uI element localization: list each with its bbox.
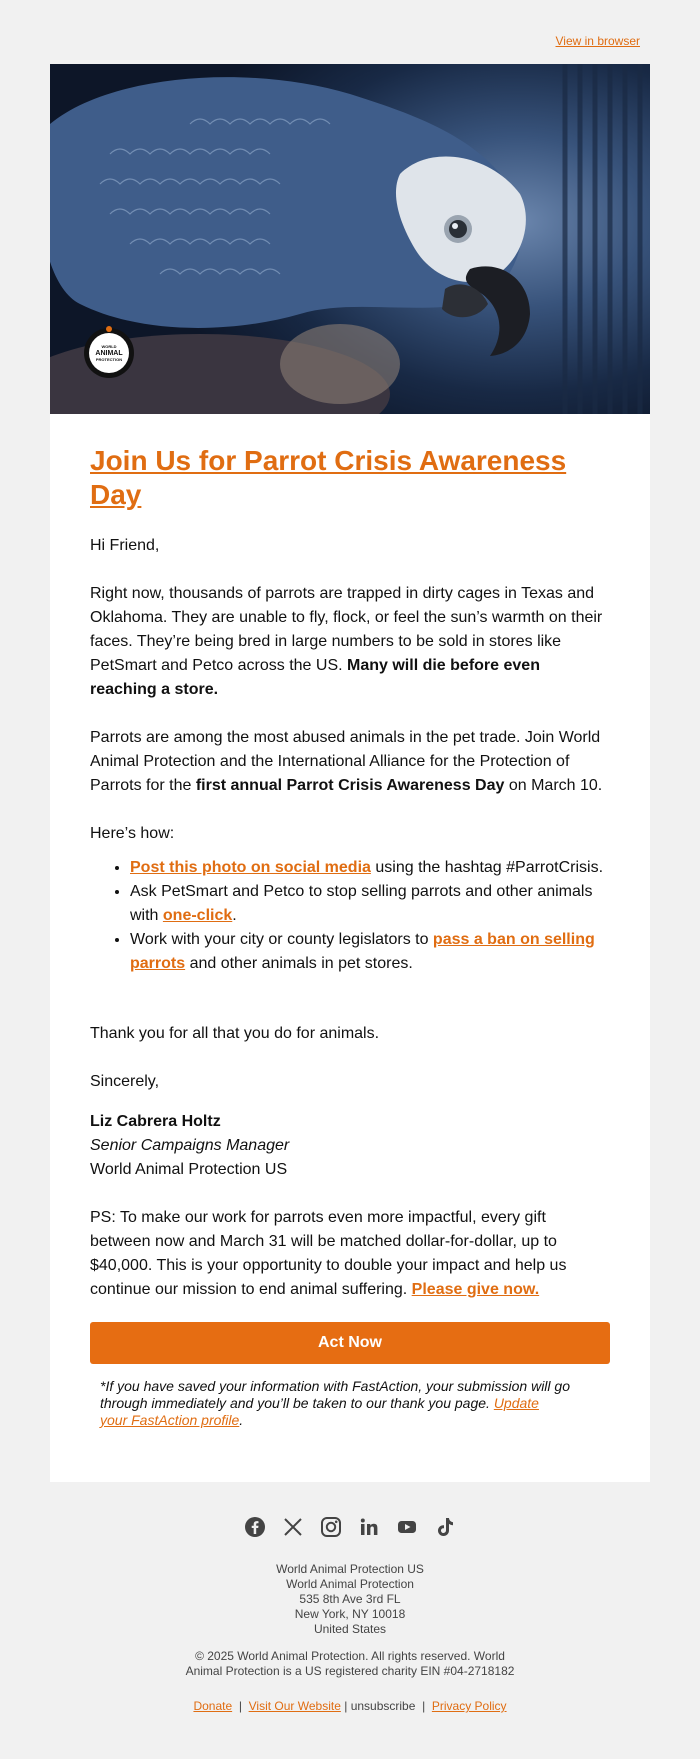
paragraph-abuse: Parrots are among the most abused animals in the pet trade. Join World Animal Protection and the International Alliance for the Protection of Parrots for the first annual Parrot Crisis Awareness Day on March 10.: [90, 729, 603, 794]
list-item: • Work with your city or county legislators to pass a ban on selling parrots and other animals in pet stores.: [130, 928, 610, 976]
footer-links: Donate | Visit Our Website | unsubscribe | Privacy Policy: [193, 1699, 507, 1713]
fastaction-note: *If you have saved your information with FastAction, your submission will go through immediately and you’ll be taken to our thank you page. Update your FastAction profile.: [100, 1378, 570, 1428]
hero-parrot-image: [50, 64, 650, 414]
world-animal-protection-logo: WORLD ANIMAL PROTECTION: [84, 328, 134, 378]
signer-org: World Animal Protection US: [90, 1161, 288, 1178]
ps-paragraph: PS: To make our work for parrots even more impactful, every gift between now and March 31 will be matched dollar-for-dollar, up to $40,000. This is your opportunity to double your impact and help us continue our mission to end animal suffering. Please give now.: [90, 1209, 567, 1298]
footer: [0, 1482, 700, 1714]
one-click-link[interactable]: one-click: [162, 907, 233, 924]
view-in-browser-link[interactable]: View in browser: [555, 34, 640, 48]
logo-accent-dot: [106, 326, 112, 332]
email-title: [90, 444, 610, 512]
visit-website-link[interactable]: Visit Our Website: [248, 1699, 341, 1713]
footer-address: World Animal Protection US World Animal Protection 535 8th Ave 3rd FL New York, NY 10018 United States: [276, 1562, 424, 1636]
title-link[interactable]: Join Us for Parrot Crisis Awareness Day: [90, 445, 567, 510]
list-item: • Post this photo on social media using the hashtag #ParrotCrisis.: [130, 856, 610, 880]
sincerely: Sincerely,: [90, 1073, 160, 1090]
social-icons: [0, 1516, 700, 1538]
tiktok-icon[interactable]: [434, 1516, 456, 1538]
update-fastaction-link[interactable]: Update your FastAction profile: [100, 1395, 539, 1428]
paragraph-intro: Right now, thousands of parrots are trapped in dirty cages in Texas and Oklahoma. They are unable to fly, flock, or feel the sun’s warmth on their faces. They’re being bred in large numbers to be sold in stores like PetSmart and Petco across the US. Many will die before even reaching a store.: [90, 585, 603, 698]
unsubscribe-link[interactable]: unsubscribe: [350, 1699, 416, 1713]
facebook-icon[interactable]: [244, 1516, 266, 1538]
email-body: [50, 414, 650, 1429]
youtube-icon[interactable]: [396, 1516, 418, 1538]
signer-title: Senior Campaigns Manager: [90, 1137, 290, 1154]
signature: [90, 1110, 610, 1182]
signer-name: Liz Cabrera Holtz: [90, 1113, 221, 1130]
heres-how: Here’s how:: [90, 825, 175, 842]
post-photo-link[interactable]: Post this photo on social media: [130, 859, 371, 876]
top-bar: [0, 0, 700, 64]
greeting: Hi Friend,: [90, 537, 160, 554]
instagram-icon[interactable]: [320, 1516, 342, 1538]
copyright: © 2025 World Animal Protection. All rights reserved. World Animal Protection is a US registered charity EIN #04-2718182: [185, 1649, 515, 1678]
act-now-button[interactable]: Act Now: [90, 1322, 610, 1364]
give-now-link[interactable]: Please give now.: [411, 1281, 540, 1298]
thank-you: Thank you for all that you do for animals.: [90, 1025, 380, 1042]
parrot-illustration: [50, 64, 650, 414]
privacy-policy-link[interactable]: Privacy Policy: [431, 1699, 507, 1713]
donate-link[interactable]: Donate: [193, 1699, 233, 1713]
linkedin-icon[interactable]: [358, 1516, 380, 1538]
action-list: [90, 856, 610, 976]
email-card: [50, 64, 650, 1482]
ban-selling-link[interactable]: pass a ban on selling parrots: [130, 931, 595, 972]
x-icon[interactable]: [282, 1516, 304, 1538]
list-item: • Ask PetSmart and Petco to stop selling parrots and other animals with one-click.: [130, 880, 610, 928]
